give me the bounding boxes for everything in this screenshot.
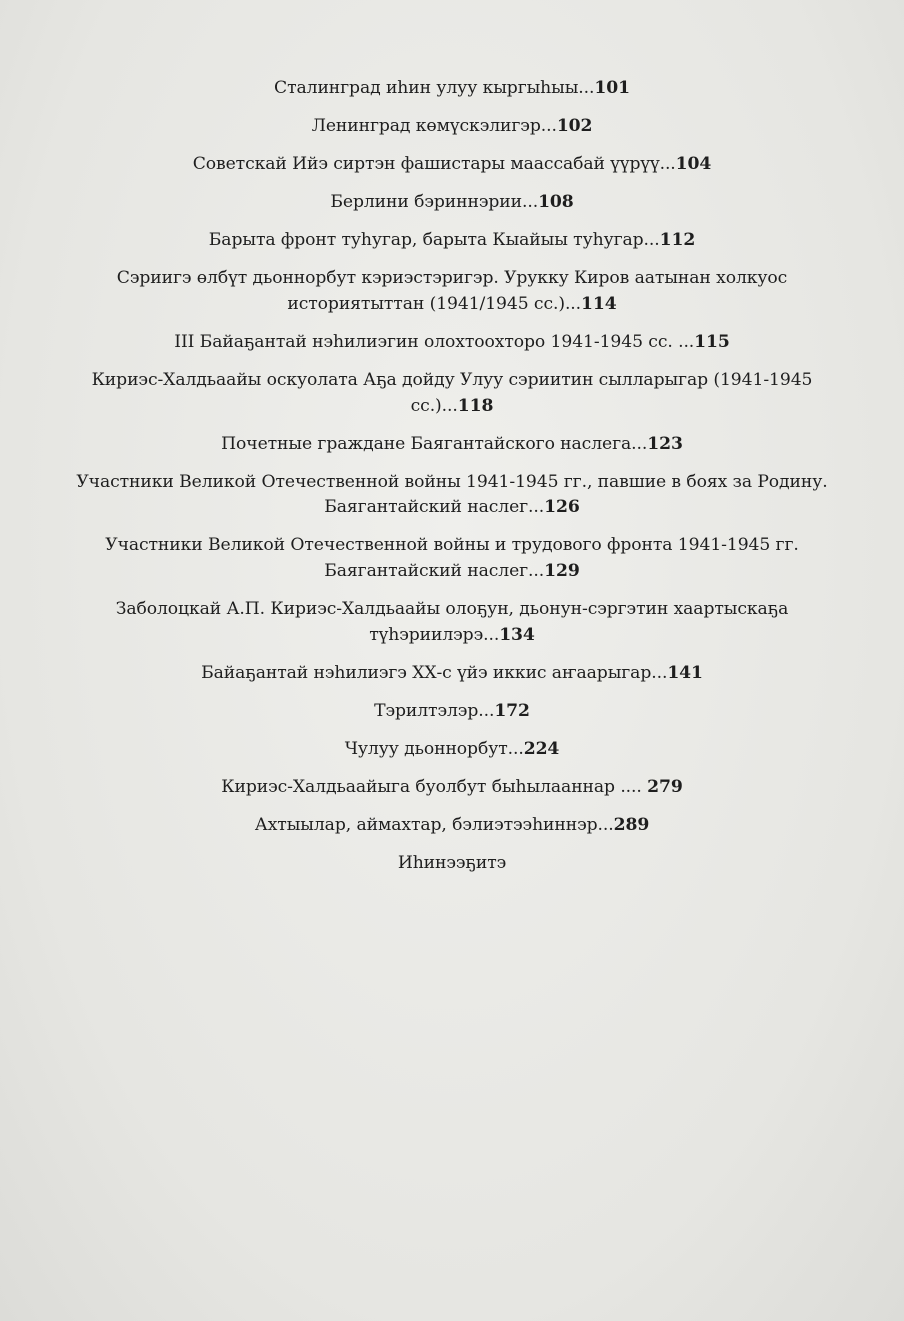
toc-entry-title: Чулуу дьоннорбут... [344, 738, 524, 759]
toc-entry [50, 597, 854, 648]
toc-entry-page: 102 [556, 116, 593, 137]
toc-entry-title: Участники Великой Отечественной войны 1941-1945 гг., павшие в боях за Родину. Баягантайский наслег... [76, 471, 828, 518]
toc-entry-page: 123 [647, 433, 683, 454]
toc-entry-title: Почетные граждане Баягантайского наслега... [221, 433, 648, 454]
toc-entry-title: Берлини бэриннэрии... [330, 192, 539, 213]
toc-entry [50, 228, 854, 254]
toc-entry-page: 101 [594, 78, 630, 98]
toc-entry [50, 661, 854, 687]
toc-entry-title: Тэрилтэлэр... [374, 700, 495, 721]
toc-entry [50, 699, 854, 725]
toc-entry-page: 224 [523, 738, 560, 759]
toc-entry [50, 266, 854, 317]
toc-entry-title: III Байаҕантай нэһилиэгин олохтоохторо 1941-1945 сс. ... [174, 332, 695, 353]
toc-entry-page: 134 [499, 624, 535, 645]
toc-entry [50, 533, 854, 584]
toc-contents-label: Иһинээҕитэ [397, 853, 507, 874]
toc-entry [50, 368, 854, 419]
toc-heading [50, 851, 854, 877]
toc-entry [50, 114, 854, 140]
toc-entry-page: 141 [667, 662, 703, 683]
table-of-contents [50, 76, 854, 889]
toc-entry-title: Заболоцкай А.П. Кириэс-Халдьаайы олоҕун, дьонун-сэргэтин хаартыскаҕа түһэриилэрэ... [115, 599, 789, 645]
toc-entry-page: 108 [538, 192, 574, 213]
toc-entry-page: 115 [694, 332, 730, 353]
toc-entry-page: 118 [457, 395, 494, 416]
toc-entry-title: Участники Великой Отечественной войны и трудового фронта 1941-1945 гг. Баягантайский наслег... [105, 535, 799, 581]
toc-entry [50, 152, 854, 178]
toc-entry [50, 330, 854, 356]
toc-entry-page: 279 [647, 776, 683, 797]
toc-entry-page: 126 [544, 497, 580, 518]
toc-entry-title: Советскай Ийэ сиртэн фашистары маассабай үүрүү... [192, 154, 676, 175]
toc-entry-title: Сталинград иһин улуу кыргыһыы... [274, 78, 595, 98]
toc-entry-title: Кириэс-Халдьаайы оскуолата Аҕа дойду Улуу сэриитин сылларыгар (1941-1945 сс.)... [91, 370, 813, 416]
toc-entry-title: Ахтыылар, аймахтар, бэлиэтээһиннэр... [254, 815, 614, 835]
toc-entry-page: 129 [544, 560, 580, 581]
toc-entry [50, 190, 854, 216]
toc-entry [50, 470, 854, 521]
toc-entry-title: Сэриигэ өлбүт дьоннорбут кэриэстэригэр. Урукку Киров аатынан холкуос историятыттан (1941/1945 сс.)... [116, 268, 788, 314]
toc-entry-page: 114 [581, 293, 617, 314]
toc-entry [50, 76, 854, 102]
toc-entry-title: Ленинград көмүскэлигэр... [311, 116, 557, 137]
toc-entry-title: Барыта фронт туһугар, барыта Кыайыы туһугар... [208, 230, 660, 251]
toc-entry-title: Кириэс-Халдьаайыга буолбут быһылааннар .... [221, 776, 648, 797]
toc-entry-page: 104 [675, 154, 712, 175]
toc-entry-page: 172 [494, 700, 530, 721]
toc-entry-page: 112 [659, 230, 696, 251]
toc-entry [50, 775, 854, 801]
toc-entry [50, 813, 854, 839]
toc-entry-title: Байаҕантай нэһилиэгэ ХХ-с үйэ иккис аҥаарыгар... [201, 662, 668, 683]
toc-entry-page: 289 [613, 815, 650, 835]
toc-entry [50, 737, 854, 763]
toc-entry [50, 432, 854, 458]
